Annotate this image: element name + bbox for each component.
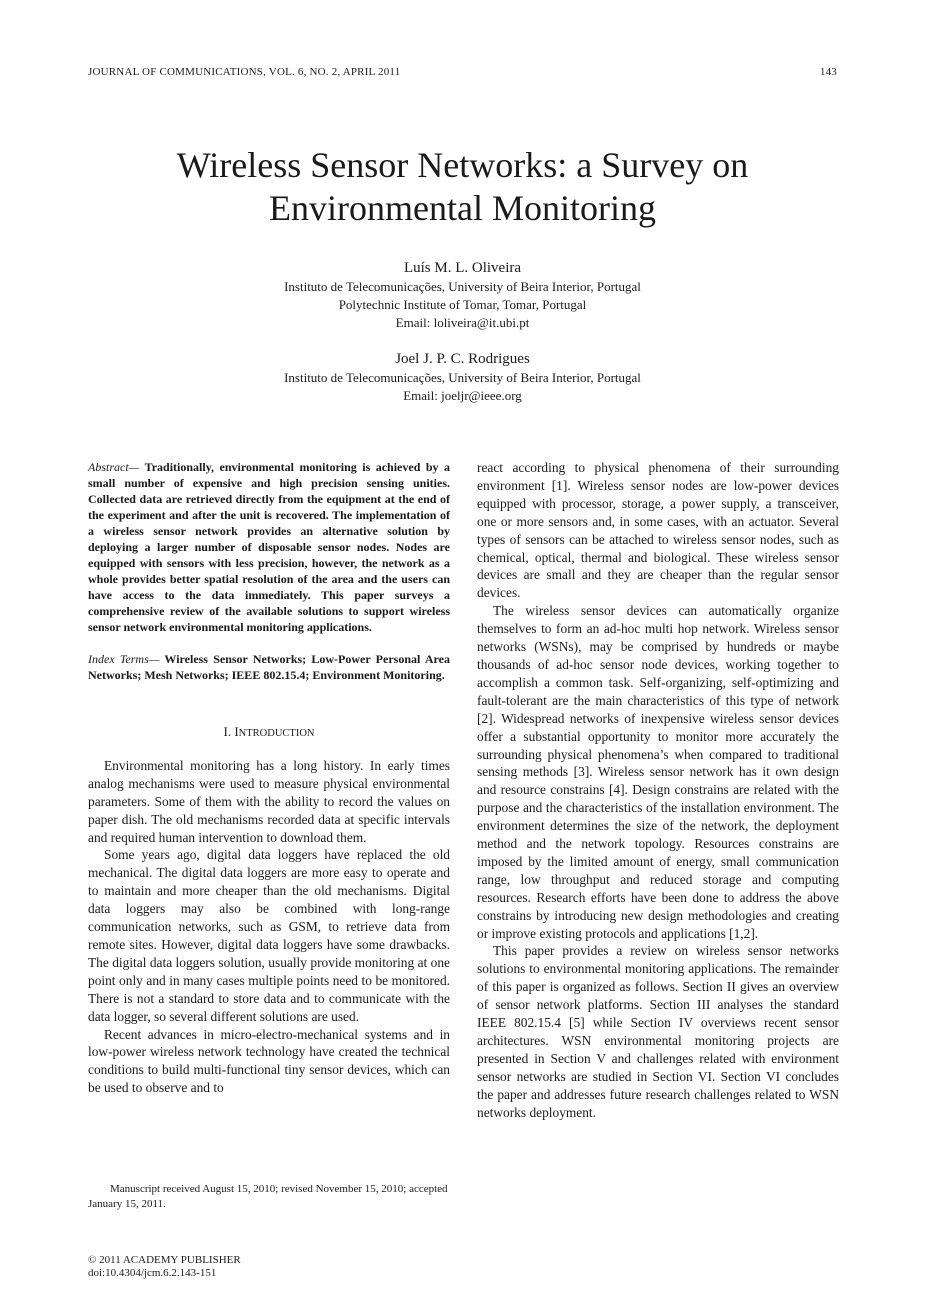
- body-paragraph: react according to physical phenomena of their surrounding environment [1]. Wireless sensor nodes are low-power devices equipped with processor, storage, a power supply, a transceiver, one or more sensors and, in some cases, with an actuator. Several types of sensors can be attached to wireless sensor nodes, such as chemical, optical, thermal and biological. These wireless sensor devices are small and they are cheaper than the regular sensor devices.: [477, 460, 839, 601]
- body-paragraph: The wireless sensor devices can automatically organize themselves to form an ad-hoc multi hop network. Wireless sensor networks (WSNs), may be comprised by hundreds or maybe thousands of ad-hoc sensor node devices, working together to accomplish a common task. Self-organizing, self-optimizing and fault-tolerant are the main characteristics of this type of network [2]. Widespread networks of inexpensive wireless sensor devices offer a substantial opportunity to monitor more accurately the surrounding physical phenomena’s when compared to traditional sensing methods [3]. Wireless sensor network has it own design and resource constrains [4]. Design constrains are related with the purpose and the characteristics of the installation environment. The environment determines the size of the network, the deployment method and the network topology. Resources constrains are imposed by the limited amount of energy, small communication range, low throughput and reduced storage and computing resources. Research efforts have been done to address the above constrains by introducing new design methodologies and creating or improve existing protocols and applications [1,2].: [477, 603, 839, 941]
- section-number: I. I: [223, 724, 239, 739]
- author-block-1: [0, 258, 925, 332]
- left-column: [88, 459, 450, 1097]
- body-paragraph: This paper provides a review on wireless sensor networks solutions to environmental monitoring applications. The remainder of this paper is organized as follows. Section II gives an overview of sensor network platforms. Section III analyses the standard IEEE 802.15.4 [5] while Section IV overviews recent sensor architectures. WSN environmental monitoring projects are presented in Section V and challenges related with environment sensor networks are studied in Section VI. Section VI concludes the paper and addresses future research challenges related to WSN networks deployment.: [477, 943, 839, 1120]
- section-heading: [88, 723, 450, 743]
- body-paragraph: Recent advances in micro-electro-mechanical systems and in low-power wireless network technology have created the technical conditions to build multi-functional tiny sensor devices, which can be used to observe and to: [88, 1026, 450, 1096]
- author-list: [0, 258, 925, 422]
- title-line-1: Wireless Sensor Networks: a Survey on: [176, 145, 749, 185]
- index-terms-label: Index Terms—: [88, 652, 160, 666]
- abstract: [88, 459, 450, 635]
- abstract-text: Traditionally, environmental monitoring is achieved by a small number of expensive and high precision sensing unities. Collected data are retrieved directly from the equipment at the end of the experiment and after the unit is recovered. The implementation of a wireless sensor network provides an alternative solution by deploying a larger number of disposable sensor nodes. Nodes are equipped with sensors with less precision, however, the network as a whole provides better spatial resolution of the area and the users can have access to the data immediately. This paper surveys a comprehensive review of the available solutions to support wireless sensor network environmental monitoring applications.: [88, 460, 450, 634]
- paper-title: [0, 144, 925, 230]
- author-name: Joel J. P. C. Rodrigues: [395, 351, 530, 367]
- body-paragraph: Some years ago, digital data loggers have replaced the old mechanical. The digital data loggers are more easy to operate and to maintain and more cheaper than the old mechanisms. Digital data loggers may also be combined with long-range communication networks, such as GSM, to retrieve data from remote sites. However, digital data loggers have some drawbacks. The digital data loggers solution, usually provide monitoring at one point only and in many cases multiple points need to be monitored. There is not a standard to store data and to communicate with the data logger, so several different solutions are used.: [88, 847, 450, 1024]
- footnote: [88, 1182, 450, 1212]
- author-email: Email: joeljr@ieee.org: [403, 388, 522, 403]
- copyright-line: © 2011 ACADEMY PUBLISHER: [88, 1254, 241, 1266]
- author-name: Luís M. L. Oliveira: [403, 260, 522, 276]
- title-line-2: Environmental Monitoring: [269, 188, 656, 228]
- running-header: [88, 66, 837, 78]
- journal-name: JOURNAL OF COMMUNICATIONS, VOL. 6, NO. 2, APRIL 2011: [88, 66, 401, 78]
- index-terms: [88, 651, 450, 683]
- author-block-2: [0, 349, 925, 405]
- index-terms-text: Wireless Sensor Networks; Low-Power Personal Area Networks; Mesh Networks; IEEE 802.15.4; Environment Monitoring.: [88, 652, 450, 682]
- body-paragraph: Environmental monitoring has a long history. In early times analog mechanisms were used to measure physical environmental parameters. Some of them with the ability to record the values on paper dish. The old mechanisms recorded data at specific intervals and required human intervention to download them.: [88, 757, 450, 845]
- author-affiliation: Polytechnic Institute of Tomar, Tomar, Portugal: [338, 297, 587, 312]
- author-affiliation: Instituto de Telecomunicações, University of Beira Interior, Portugal: [284, 279, 641, 294]
- author-affiliation: Instituto de Telecomunicações, University of Beira Interior, Portugal: [284, 370, 641, 385]
- author-email: Email: loliveira@it.ubi.pt: [395, 315, 530, 330]
- manuscript-dates: Manuscript received August 15, 2010; revised November 15, 2010; accepted January 15, 2011.: [88, 1183, 448, 1210]
- abstract-label: Abstract—: [88, 460, 140, 474]
- section-title: NTRODUCTION: [238, 728, 315, 739]
- copyright-block: [88, 1254, 241, 1280]
- doi-line: doi:10.4304/jcm.6.2.143-151: [88, 1267, 217, 1279]
- right-column: [477, 459, 839, 1122]
- page-number: 143: [819, 66, 837, 78]
